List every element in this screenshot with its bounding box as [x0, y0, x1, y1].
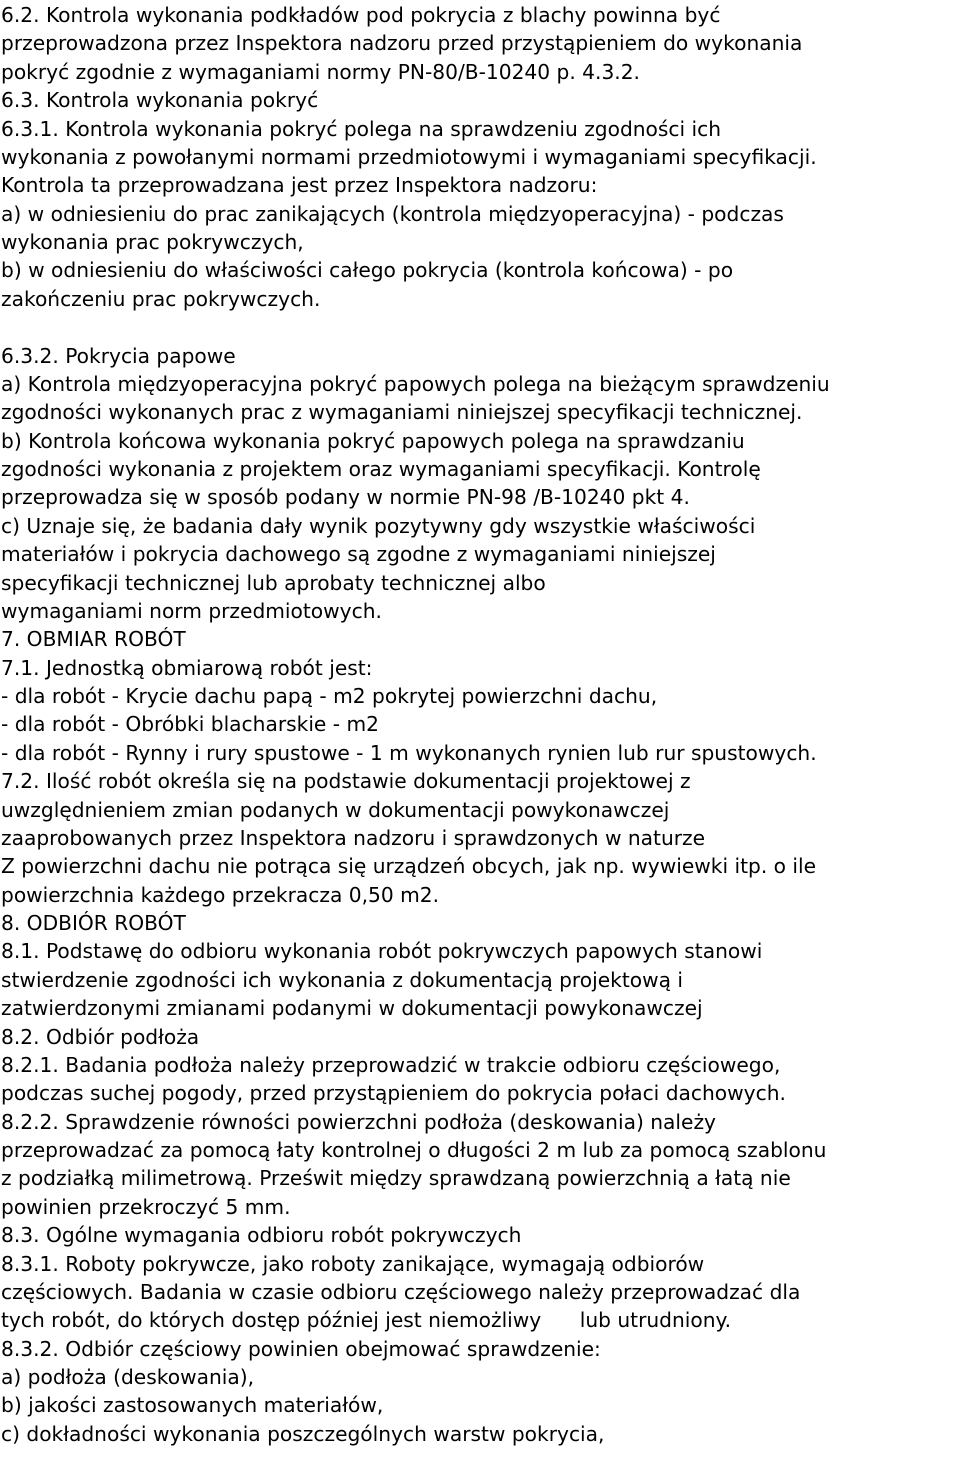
text-line: powierzchnia każdego przekracza 0,50 m2.	[1, 882, 440, 907]
section-heading: 8.2. Odbiór podłoża	[1, 1024, 200, 1049]
text-line: 6.3.1. Kontrola wykonania pokryć polega na sprawdzeniu zgodności ich	[1, 116, 722, 141]
list-item: c) dokładności wykonania poszczególnych warstw pokrycia,	[1, 1421, 605, 1446]
text-line: wykonania z powołanymi normami przedmiotowymi i wymaganiami specyfikacji.	[1, 144, 817, 169]
text-line: 6.2. Kontrola wykonania podkładów pod pokrycia z blachy powinna być	[1, 3, 721, 27]
text-line: Kontrola ta przeprowadzana jest przez Inspektora nadzoru:	[1, 173, 598, 198]
text-line: 7.1. Jednostką obmiarową robót jest:	[1, 655, 373, 680]
text-line: przeprowadza się w sposób podany w normie PN-98 /B-10240 pkt 4.	[1, 485, 690, 510]
list-item: - dla robót - Krycie dachu papą - m2 pokrytej powierzchni dachu,	[1, 684, 658, 708]
text-line: specyfikacji technicznej lub aprobaty technicznej albo	[1, 570, 546, 595]
list-item: a) podłoża (deskowania),	[1, 1365, 255, 1389]
text-line: zgodności wykonania z projektem oraz wymaganiami specyfikacji. Kontrolę	[1, 457, 761, 481]
text-line: stwierdzenie zgodności ich wykonania z dokumentacją projektową i	[1, 967, 684, 992]
text-line: 8.3.2. Odbiór częściowy powinien obejmować sprawdzenie:	[1, 1336, 601, 1361]
text-line: a) w odniesieniu do prac zanikających (kontrola międzyoperacyjna) - podczas	[1, 201, 784, 226]
section-heading: 8. ODBIÓR ROBÓT	[1, 911, 186, 935]
text-line: c) Uznaje się, że badania dały wynik pozytywny gdy wszystkie właściwości	[1, 513, 756, 538]
text-line: zatwierdzonymi zmianami podanymi w dokumentacji powykonawczej	[1, 996, 703, 1021]
list-item: b) jakości zastosowanych materiałów,	[1, 1393, 384, 1418]
text-line: zaaprobowanych przez Inspektora nadzoru i sprawdzonych w naturze	[1, 825, 706, 850]
text-line: częściowych. Badania w czasie odbioru częściowego należy przeprowadzać dla	[1, 1279, 801, 1304]
text-line: 8.2.2. Sprawdzenie równości powierzchni podłoża (deskowania) należy	[1, 1109, 716, 1134]
text-line: b) w odniesieniu do właściwości całego pokrycia (kontrola końcowa) - po	[1, 258, 734, 283]
text-line: wykonania prac pokrywczych,	[1, 230, 304, 254]
text-line: z podziałką milimetrową. Prześwit między sprawdzaną powierzchnią a łatą nie	[1, 1166, 791, 1191]
text-line: wymaganiami norm przedmiotowych.	[1, 598, 382, 623]
text-line: przeprowadzać za pomocą łaty kontrolnej o długości 2 m lub za pomocą szablonu	[1, 1138, 827, 1162]
text-line: pokryć zgodnie z wymaganiami normy PN-80/B-10240 p. 4.3.2.	[1, 59, 640, 84]
section-heading: 6.3.2. Pokrycia papowe	[1, 343, 236, 368]
list-item: - dla robót - Rynny i rury spustowe - 1 m wykonanych rynien lub rur spustowych.	[1, 740, 817, 765]
text-line: a) Kontrola międzyoperacyjna pokryć papowych polega na bieżącym sprawdzeniu	[1, 371, 830, 396]
blank-line	[1, 313, 960, 341]
text-line: powinien przekroczyć 5 mm.	[1, 1194, 291, 1219]
text-line: 8.2.1. Badania podłoża należy przeprowadzić w trakcie odbioru częściowego,	[1, 1052, 781, 1077]
text-line: 8.1. Podstawę do odbioru wykonania robót pokrywczych papowych stanowi	[1, 939, 763, 964]
section-heading: 8.3. Ogólne wymagania odbioru robót pokrywczych	[1, 1223, 522, 1248]
text-line: b) Kontrola końcowa wykonania pokryć papowych polega na sprawdzaniu	[1, 428, 745, 453]
text-line: Z powierzchni dachu nie potrąca się urządzeń obcych, jak np. wywiewki itp. o ile	[1, 854, 817, 879]
text-line: 7.2. Ilość robót określa się na podstawie dokumentacji projektowej z	[1, 769, 691, 794]
text-line: uwzględnieniem zmian podanych w dokumentacji powykonawczej	[1, 797, 670, 822]
text-line: zakończeniu prac pokrywczych.	[1, 286, 321, 311]
text-line: 8.3.1. Roboty pokrywcze, jako roboty zanikające, wymagają odbiorów	[1, 1251, 705, 1276]
text-line: podczas suchej pogody, przed przystąpieniem do pokrycia połaci dachowych.	[1, 1081, 786, 1106]
text-line: zgodności wykonanych prac z wymaganiami niniejszej specyfikacji technicznej.	[1, 400, 803, 425]
section-heading: 7. OBMIAR ROBÓT	[1, 627, 186, 652]
text-line: przeprowadzona przez Inspektora nadzoru przed przystąpieniem do wykonania	[1, 31, 803, 56]
section-heading: 6.3. Kontrola wykonania pokryć	[1, 88, 319, 113]
text-line: materiałów i pokrycia dachowego są zgodne z wymaganiami niniejszej	[1, 542, 716, 567]
text-line: tych robót, do których dostęp później jest niemożliwy lub utrudniony.	[1, 1308, 732, 1333]
list-item: - dla robót - Obróbki blacharskie - m2	[1, 712, 379, 737]
